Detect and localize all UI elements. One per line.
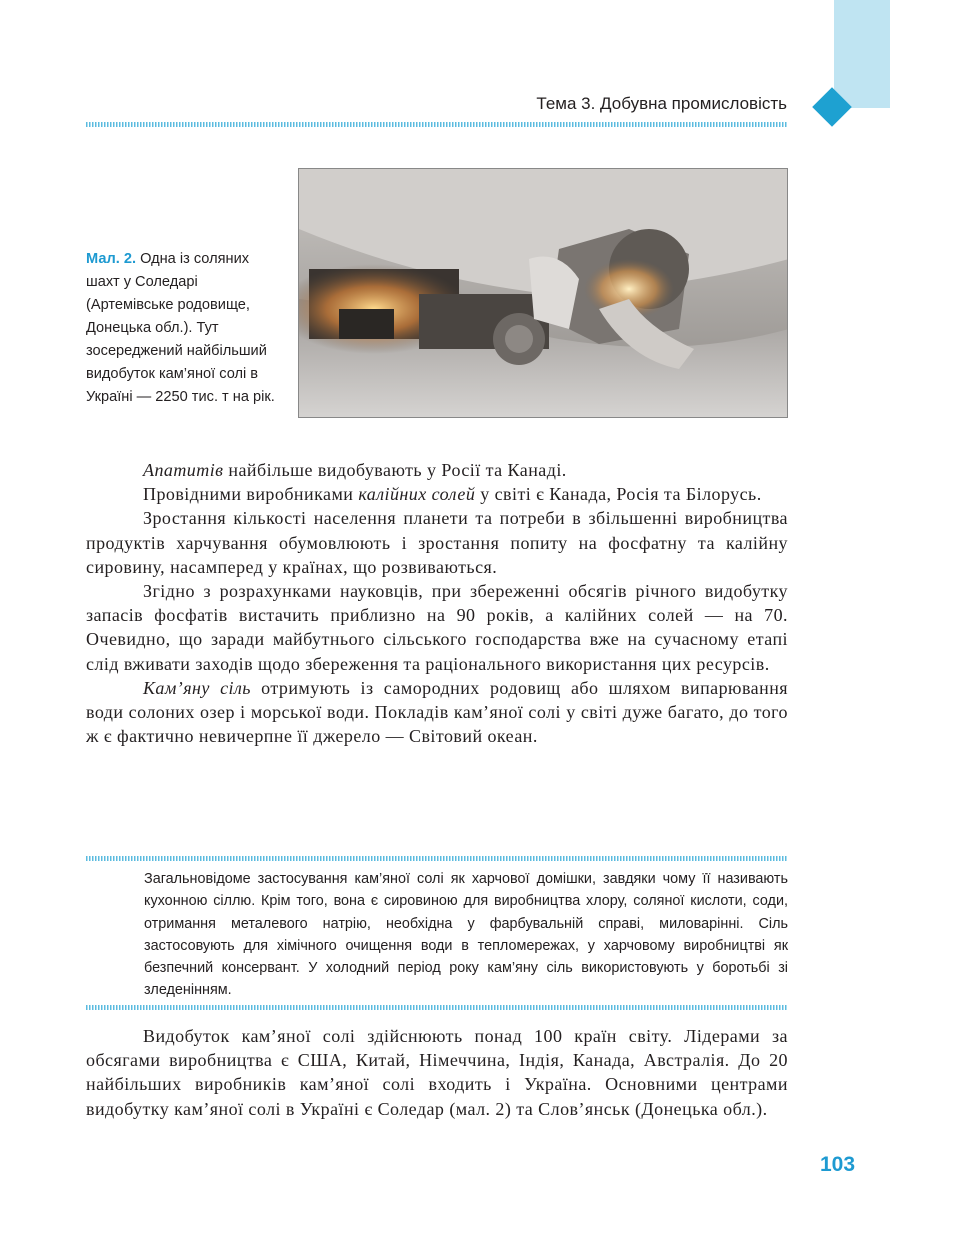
page-number: 103	[820, 1153, 856, 1176]
paragraph-text: у світі є Канада, Росія та Білорусь.	[475, 484, 762, 505]
paragraph: Зростання кількості населення планети та потреби в збільшенні виробництва продуктів харчування обумовлюють і зростання попиту на фосфатну та калійну сировину, насамперед у країнах, що розвиваються.	[86, 508, 788, 577]
note-divider-bottom	[86, 1005, 788, 1010]
paragraph: Видобуток кам’яної солі здійснюють понад 100 країн світу. Лідерами за обсягами виробництва є США, Китай, Німеччина, Індія, Канада, Австралія. До 20 найбільших виробників кам’яної солі входить і Україна. Основними центрами видобутку кам’яної солі в Україні є Соледар (мал. 2) та Слов’янськ (Донецька обл.).	[86, 1026, 788, 1119]
paragraph	[86, 676, 788, 749]
note-divider-top	[86, 856, 788, 861]
chapter-tab	[834, 0, 890, 108]
paragraph-text: отримують із самородних родовищ або шляхом випарювання води солоних озер і морської води. Покладів кам’яної солі у світі дуже багато, до того ж є фактично невичерпне її джерело — Світовий океан.	[86, 677, 788, 747]
figure-label: Мал. 2.	[86, 251, 137, 267]
info-note: Загальновідоме застосування кам’яної солі як харчової домішки, завдяки чому її називають кухонною сіллю. Крім того, вона є сировиною для виробництва хлору, соляної кислоти, соди, отримання металевого натрію, необхідна у фарбувальній справі, миловарінні. Сіль застосовують для хімічного очищення води в тепломережах, у харчовому виробництві як безпечний консервант. У холодний період року кам’яну сіль використовують у боротьбі зі зледенінням.	[144, 871, 788, 999]
term-emphasis: Кам’яну сіль	[143, 677, 251, 698]
salt-mine-photo	[298, 168, 788, 418]
header-divider	[86, 122, 788, 127]
paragraph	[86, 458, 788, 482]
main-text-bottom	[86, 1024, 788, 1121]
main-text-top	[86, 458, 788, 748]
paragraph	[86, 482, 788, 506]
running-header: Тема 3. Добувна промисловість	[536, 94, 787, 113]
paragraph: Згідно з розрахунками науковців, при збереженні обсягів річного видобутку запасів фосфатів вистачить приблизно на 90 років, а калійних солей — на 70. Очевидно, що заради майбутнього сільського господарства вже на сучасному етапі слід вживати заходів щодо збереження та раціонального використання цих ресурсів.	[86, 581, 788, 674]
paragraph-text: найбільше видобувають у Росії та Канаді.	[223, 460, 567, 480]
term-emphasis: Апатитів	[143, 460, 224, 480]
term-emphasis: калійних солей	[358, 484, 476, 505]
paragraph-text: Провідними виробниками	[143, 484, 359, 505]
figure-caption-text: Одна із соляних шахт у Соледарі (Артемівське родовище, Донецька обл.). Тут зосереджений найбільший видобуток кам’яної солі в Україні — 2250 тис. т на рік.	[86, 251, 275, 405]
figure-caption	[86, 248, 286, 409]
